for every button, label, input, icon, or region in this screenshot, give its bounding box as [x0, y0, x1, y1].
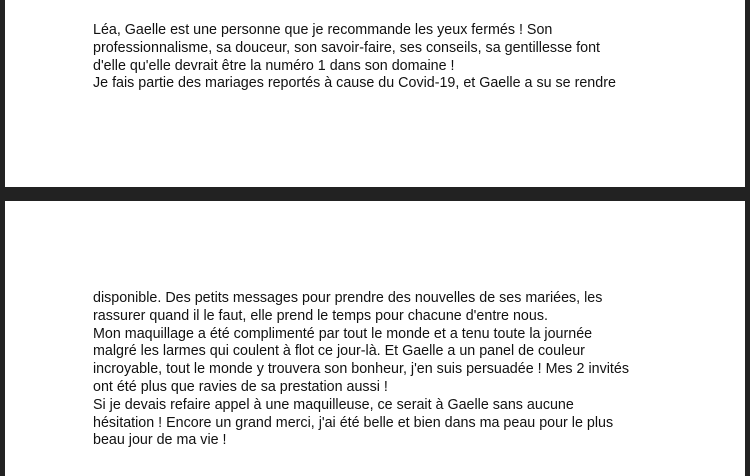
text-line: hésitation ! Encore un grand merci, j'ai été belle et bien dans ma peau pour le plus [93, 414, 614, 431]
document-page-bottom [5, 201, 745, 476]
text-line: incroyable, tout le monde y trouvera son bonheur, j'en suis persuadée ! Mes 2 invités [93, 361, 629, 378]
text-line: ont été plus que ravies de sa prestation aussi ! [93, 378, 388, 395]
text-line: Mon maquillage a été complimenté par tout le monde et a tenu toute la journée [93, 325, 593, 342]
text-line: disponible. Des petits messages pour prendre des nouvelles de ses mariées, les [93, 290, 603, 306]
document-page-top [5, 0, 745, 187]
text-line: Je fais partie des mariages reportés à cause du Covid-19, et Gaelle a su se rendre [93, 75, 616, 92]
review-text-top [93, 22, 616, 93]
text-line: malgré les larmes qui coulent à flot ce jour-là. Et Gaelle a un panel de couleur [93, 343, 585, 360]
text-line: rassurer quand il le faut, elle prend le temps pour chacune d'entre nous. [93, 307, 548, 324]
review-text-bottom [93, 290, 629, 450]
text-line: d'elle qu'elle devrait être la numéro 1 dans son domaine ! [93, 57, 455, 74]
text-line: Léa, Gaelle est une personne que je recommande les yeux fermés ! Son [93, 22, 553, 38]
text-line: Si je devais refaire appel à une maquilleuse, ce serait à Gaelle sans aucune [93, 396, 574, 413]
text-line: professionnalisme, sa douceur, son savoir-faire, ses conseils, sa gentillesse font [93, 39, 601, 56]
text-line: beau jour de ma vie ! [93, 432, 227, 449]
